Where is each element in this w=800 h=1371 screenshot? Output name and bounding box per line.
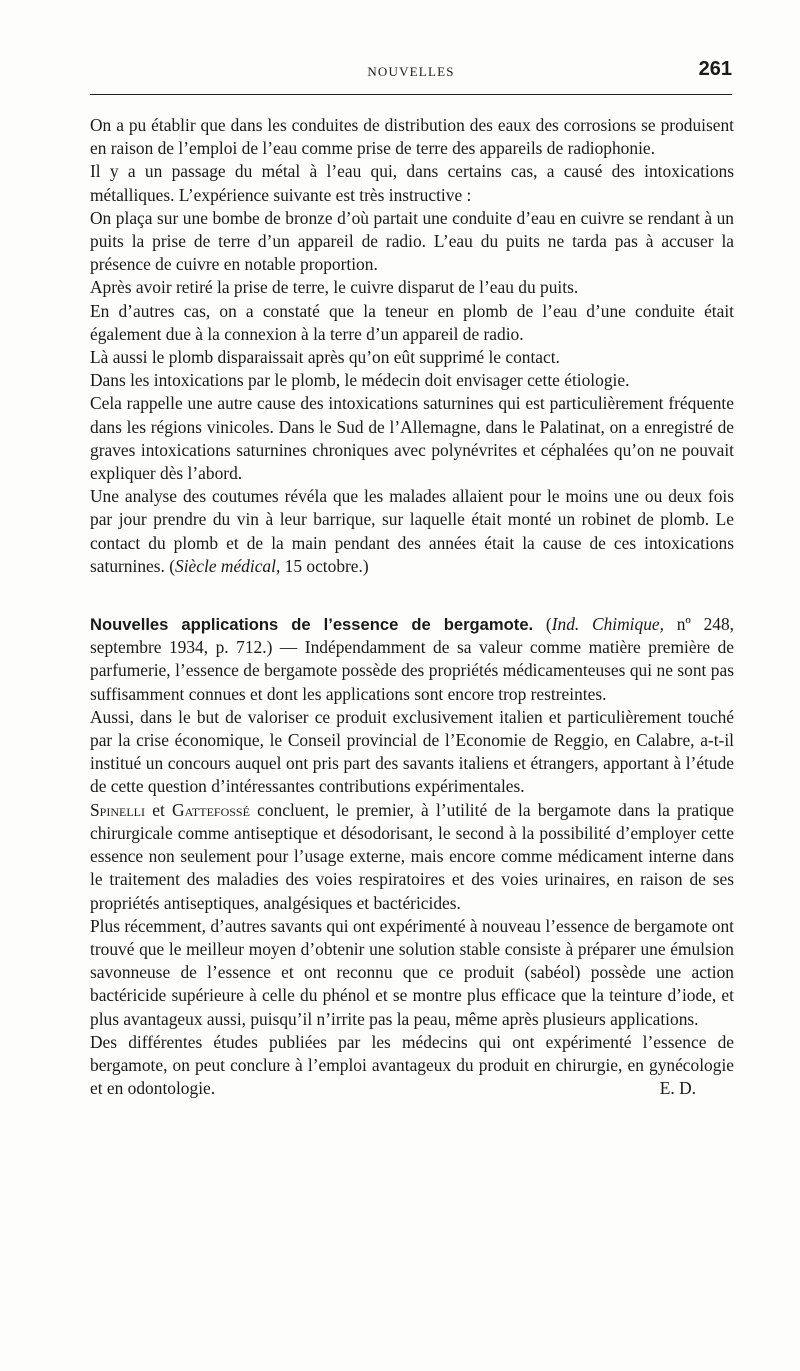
source-journal: Siècle médical, (175, 555, 281, 576)
paragraph: Aussi, dans le but de valoriser ce produit exclusivement italien et particulièrement touché par la crise économique, le Conseil provincial de l’Economie de Reggio, en Calabre, a-t-il institué un concours auquel ont pris part des savants italiens et étrangers, apportant à l’étude de cette question d’intéressantes contributions expérimentales. (90, 706, 734, 797)
paragraph: Il y a un passage du métal à l’eau qui, dans certains cas, a causé des intoxications métalliques. L’expérience suivante est très instructive : (90, 161, 734, 205)
paragraph: Après avoir retiré la prise de terre, le cuivre disparut de l’eau du puits. (90, 277, 579, 298)
author-name: Gattefossé (172, 799, 250, 820)
paragraph: Dans les intoxications par le plomb, le médecin doit envisager cette étiologie. (90, 370, 630, 391)
section-gap (90, 578, 734, 613)
page-header (90, 56, 732, 86)
source-open: ( (169, 555, 176, 576)
source-date: 15 octobre.) (280, 555, 369, 576)
ref-and-intro: nº 248, septembre 1934, p. 712.) — Indépendamment de sa valeur comme matière première de parfumerie, l’essence de bergamote possède des propriétés médicamenteuses qui ne sont pas suffisamment connues et dont les applications sont encore trop restreintes. (90, 614, 735, 704)
paragraph-text: Une analyse des coutumes révéla que les malades allaient pour le moins une ou deux fois par jour prendre du vin à leur barrique, sur laquelle était monté un robinet de plomb. Le contact du plomb et de la main pendant des années était la cause de ces intoxications saturnines. (90, 486, 734, 576)
author-name: Spinelli (90, 799, 145, 820)
paragraph-with-source (90, 485, 734, 578)
paragraph-text: concluent, le premier, à l’utilité de la bergamote dans la pratique chirurgicale comme antiseptique et désodorisant, le second à la possibilité d’employer cette essence non seulement pour l’usage externe, mais encore comme médicament interne dans le traitement des maladies des voies respiratoires et des voies urinaires, en raison de ses propriétés antiseptiques, analgésiques et bactéricides. (90, 799, 734, 913)
and-word: et (145, 799, 173, 820)
paragraph: On a pu établir que dans les conduites de distribution des eaux des corrosions se produisent en raison de l’emploi de l’eau comme prise de terre des appareils de radiophonie. (90, 115, 734, 159)
signature: E. D. (659, 1078, 696, 1099)
paragraph: Là aussi le plomb disparaissait après qu’on eût supprimé le contact. (90, 347, 560, 368)
running-title: NOUVELLES (367, 64, 455, 79)
paragraph: On plaça sur une bombe de bronze d’où partait une conduite d’eau en cuivre se rendant à un puits la prise de terre d’un appareil de radio. L’eau du puits ne tarda pas à accuser la présence de cuivre en notable proportion. (90, 207, 734, 275)
ref-journal: Ind. Chimique, (551, 614, 664, 635)
article-radio-earth (90, 114, 734, 578)
paragraph: Cela rappelle une autre cause des intoxications saturnines qui est particulièrement fréquente dans les régions vinicoles. Dans le Sud de l’Allemagne, dans le Palatinat, on a enregistré de graves intoxications saturnines chroniques avec polynévrites et céphalées qu’on ne pouvait expliquer dès l’abord. (90, 393, 734, 484)
ref-open: ( (533, 614, 552, 635)
page-number: 261 (698, 58, 732, 80)
paragraph: En d’autres cas, on a constaté que la teneur en plomb de l’eau d’une conduite était également due à la connexion à la terre d’un appareil de radio. (90, 300, 734, 344)
paragraph: Plus récemment, d’autres savants qui ont expérimenté à nouveau l’essence de bergamote ont trouvé que le meilleur moyen d’obtenir une solution stable consiste à préparer une émulsion savonneuse de l’essence et ont reconnu que ce produit (sabéol) possède une action bactéricide supérieure à celle du phénol et se montre plus efficace que la teinture d’iode, et plus avantageux aussi, puisqu’il n’irrite pas la peau, même après plusieurs applications. (90, 915, 734, 1029)
paragraph-authors (90, 799, 734, 915)
article-bergamot (90, 613, 734, 1100)
article-title: Nouvelles applications de l’essence de bergamote. (90, 615, 534, 635)
page-body (90, 114, 734, 1100)
paragraph-text: Des différentes études publiées par les médecins qui ont expérimenté l’essence de bergamote, on peut conclure à l’emploi avantageux du produit en chirurgie, en gynécologie et en odontologie. (90, 1031, 734, 1099)
article-lead (90, 613, 734, 706)
paragraph-final (90, 1031, 734, 1101)
header-rule (90, 94, 732, 95)
